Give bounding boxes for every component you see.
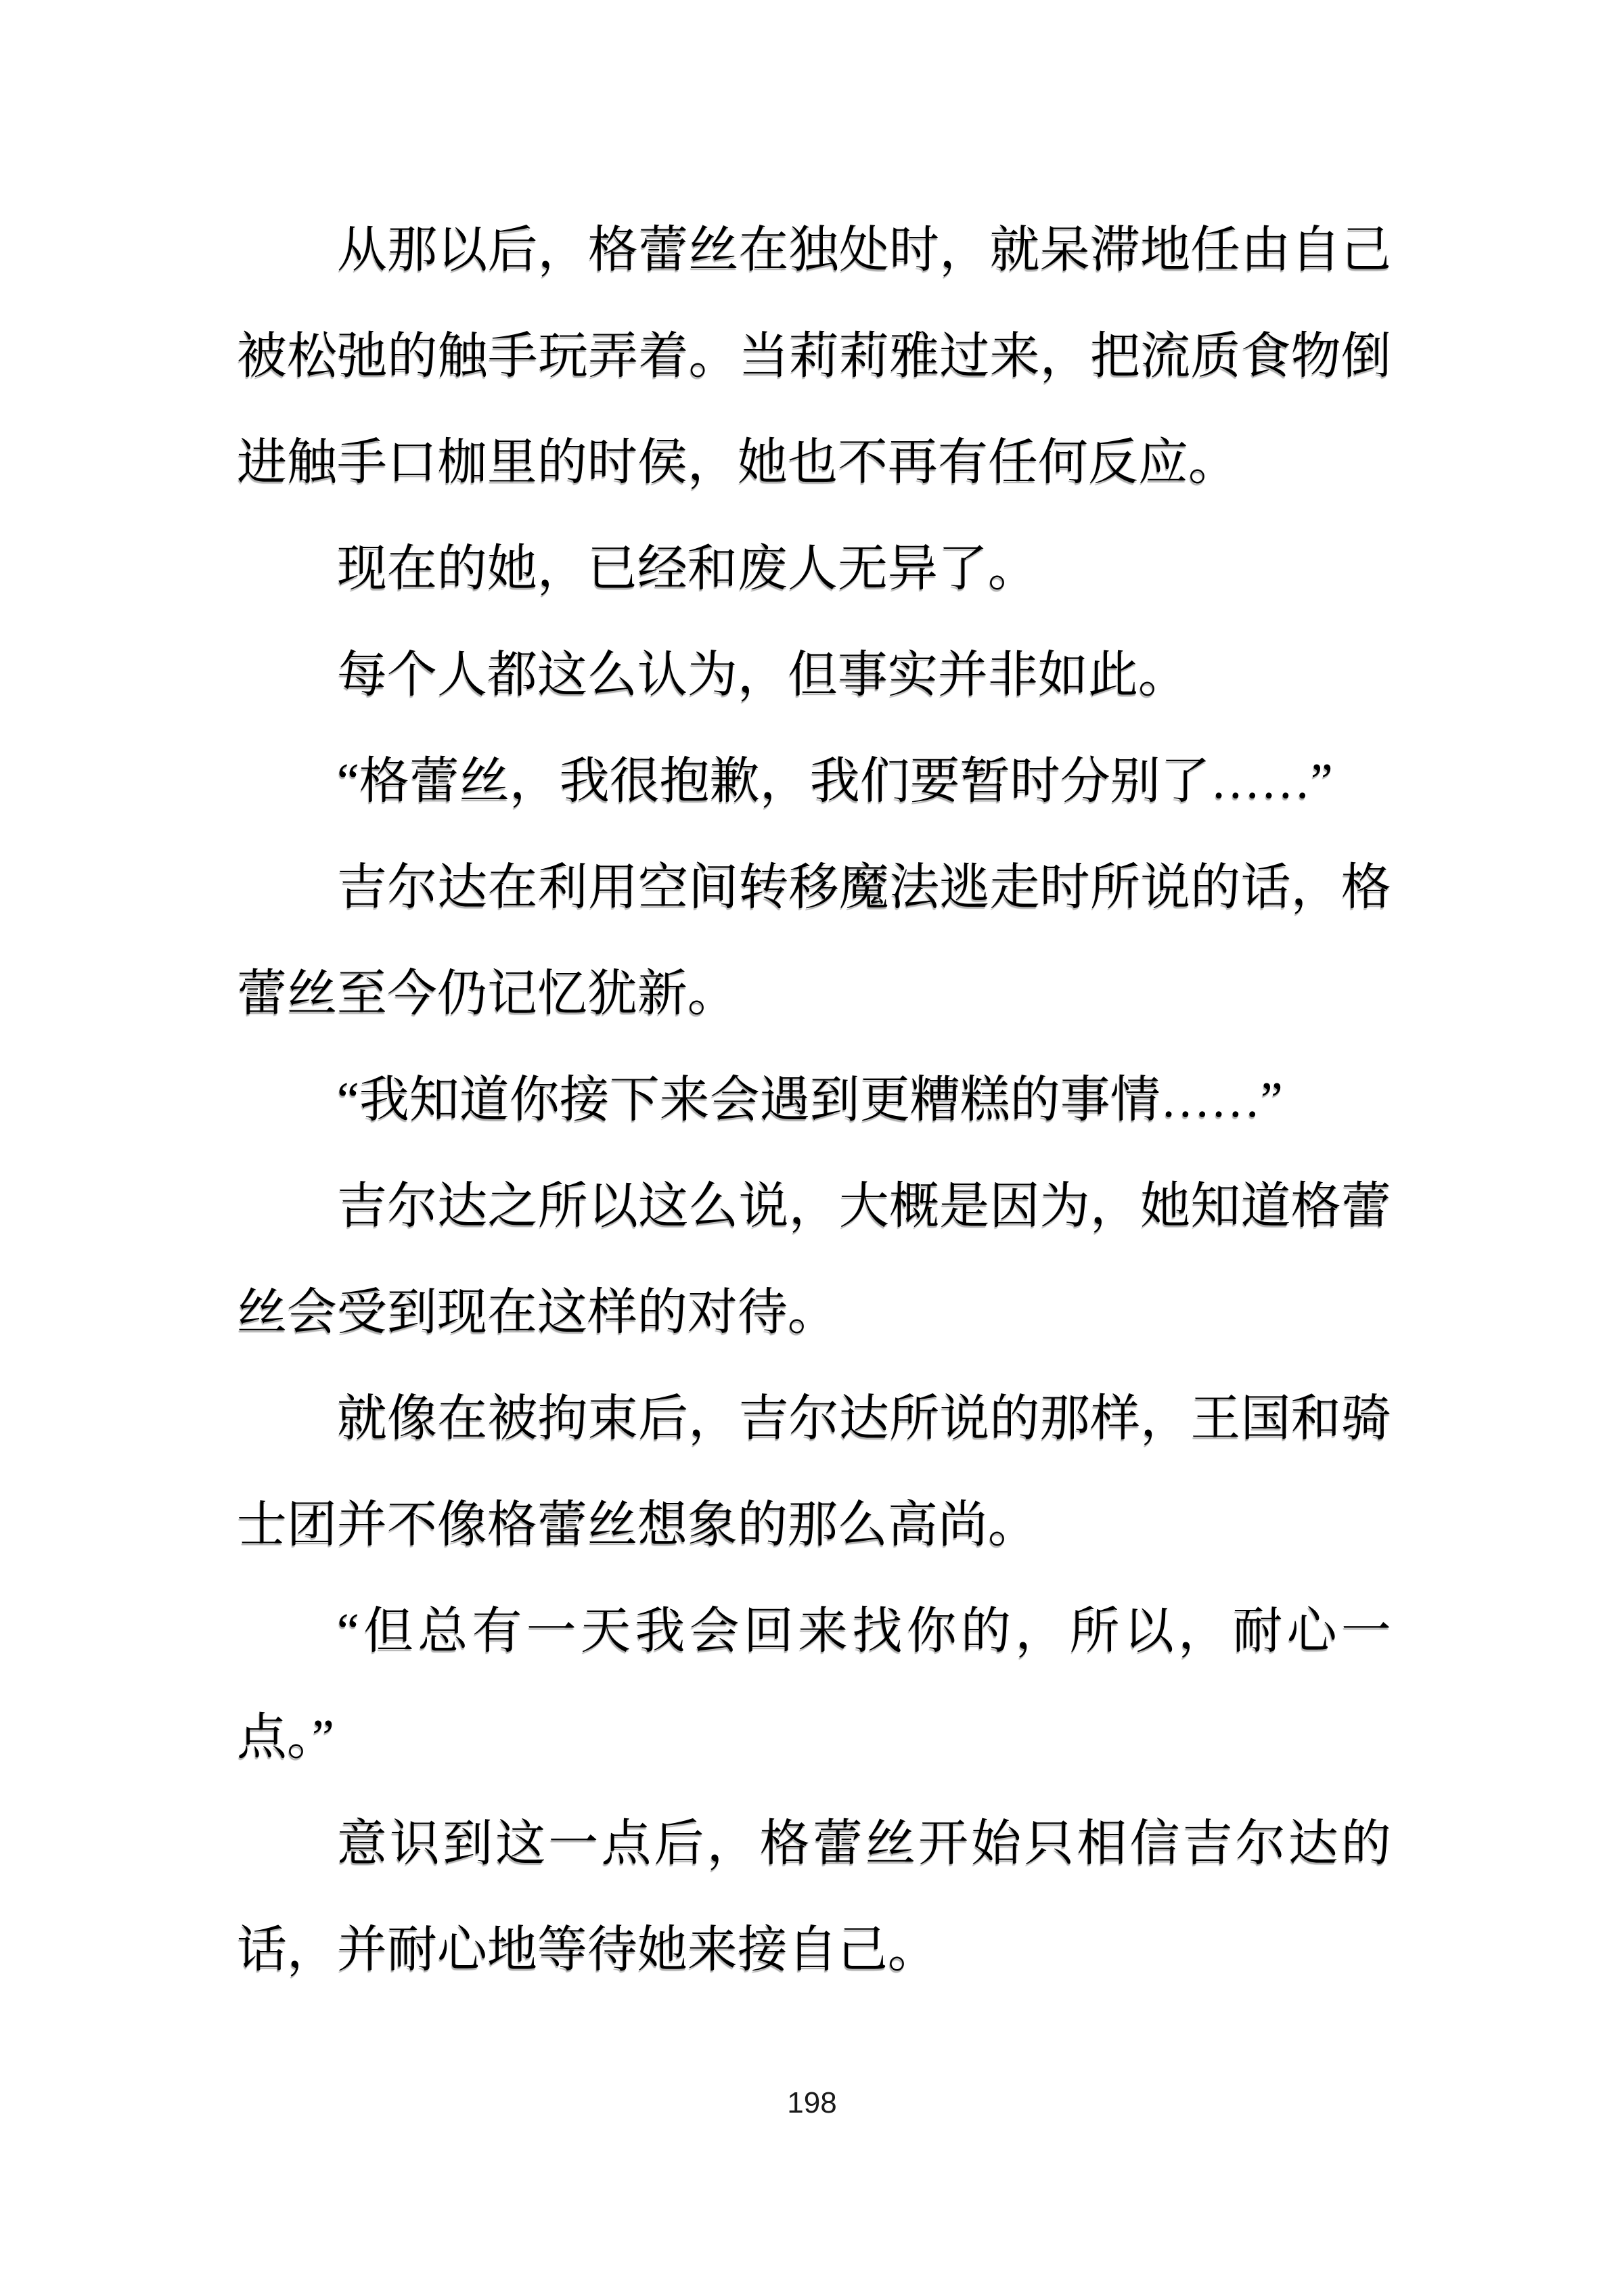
- paragraph: 吉尔达之所以这么说，大概是因为，她知道格蕾丝会受到现在这样的对待。: [237, 1179, 1391, 1341]
- paragraph: “我知道你接下来会遇到更糟糕的事情……”: [337, 1073, 1283, 1128]
- paragraph: 吉尔达在利用空间转移魔法逃走时所说的话，格蕾丝至今仍记忆犹新。: [237, 860, 1391, 1022]
- paragraph: 就像在被拘束后，吉尔达所说的那样，王国和骑士团并不像格蕾丝想象的那么高尚。: [237, 1391, 1391, 1553]
- paragraph: “但总有一天我会回来找你的，所以，耐心一点。”: [237, 1604, 1391, 1765]
- page-number: 198: [787, 2086, 837, 2119]
- paragraph: 意识到这一点后，格蕾丝开始只相信吉尔达的话，并耐心地等待她来接自己。: [237, 1816, 1391, 1978]
- paragraph: 从那以后，格蕾丝在独处时，就呆滞地任由自己被松弛的触手玩弄着。当莉莉雅过来，把流质食物倒进触手口枷里的时侯，她也不再有任何反应。: [237, 223, 1391, 491]
- paragraph: 现在的她，已经和废人无异了。: [337, 541, 1038, 597]
- text-content: [237, 198, 1391, 2004]
- paragraph: “格蕾丝，我很抱歉，我们要暂时分别了……”: [337, 754, 1333, 809]
- paragraph: 每个人都这么认为，但事实并非如此。: [337, 648, 1188, 703]
